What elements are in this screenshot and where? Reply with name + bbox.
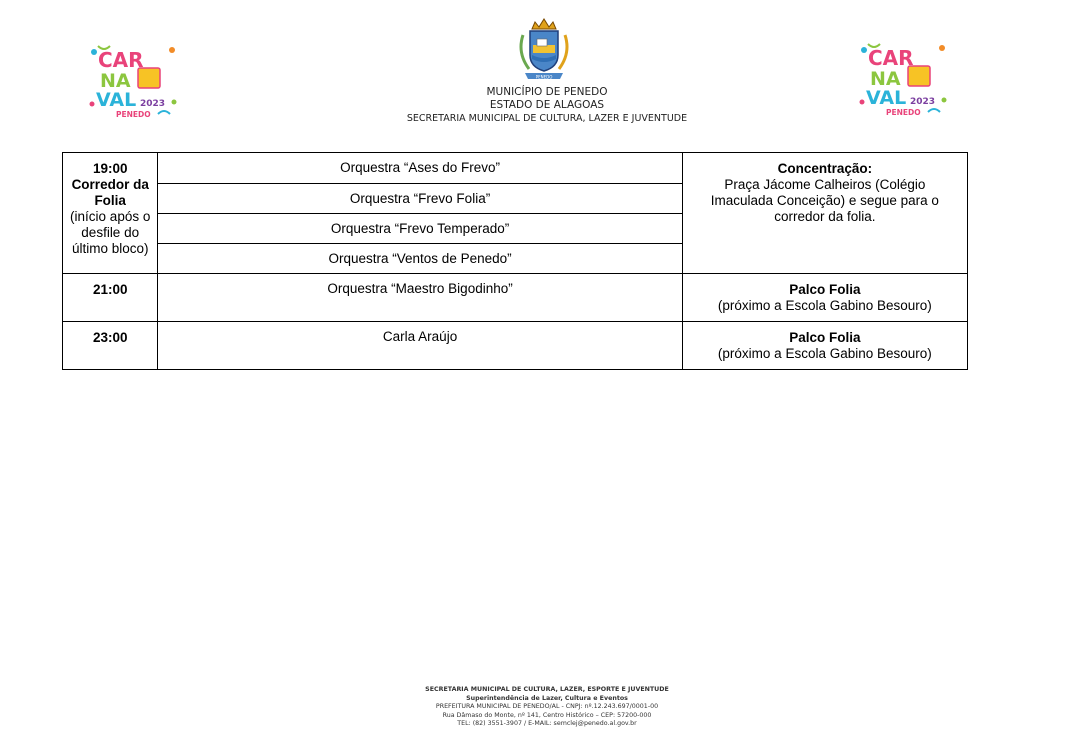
location-title: Palco Folia [789, 282, 861, 297]
carnaval-word-3: VAL [96, 89, 137, 111]
act-name: Orquestra “Frevo Folia” [349, 191, 491, 206]
footer-secretariat: SECRETARIA MUNICIPAL DE CULTURA, LAZER, ESPORTE E JUVENTUDE [425, 686, 669, 693]
footer-address: Rua Dâmaso do Monte, nº 141, Centro Histórico – CEP: 57200-000 [442, 711, 652, 719]
document-footer [0, 686, 1068, 729]
carnaval-city: PENEDO [116, 110, 151, 119]
time-cell [63, 274, 158, 322]
location-title: Concentração: [777, 161, 873, 176]
footer-contact: TEL: (82) 3551-3907 / E-MAIL: semclej@penedo.al.gov.br [457, 720, 637, 727]
act-cell [158, 244, 682, 274]
carnaval-word-2: NA [870, 68, 901, 90]
time-note: (início após o desfile do último bloco) [70, 209, 151, 256]
act-cell [158, 322, 682, 370]
act-name: Orquestra “Ases do Frevo” [340, 160, 500, 175]
header-municipality: MUNICÍPIO DE PENEDO [486, 86, 608, 98]
location-detail: (próximo a Escola Gabino Besouro) [717, 298, 932, 313]
act-cell [158, 184, 682, 214]
footer-superintendence: Superintendência de Lazer, Cultura e Eventos [466, 694, 628, 702]
location-title: Palco Folia [789, 330, 861, 345]
document-header [0, 86, 1068, 125]
carnaval-year: 2023 [140, 99, 166, 109]
header-state: ESTADO DE ALAGOAS [489, 99, 605, 111]
carnaval-city: PENEDO [886, 108, 921, 117]
municipal-crest [517, 15, 571, 83]
act-name: Orquestra “Frevo Temperado” [330, 221, 510, 236]
table-row [63, 153, 968, 184]
schedule-table [62, 152, 968, 370]
act-name: Carla Araújo [382, 329, 458, 344]
carnaval-word-1: CAR [98, 48, 144, 72]
crest-ribbon-text: PENEDO [535, 74, 553, 80]
time-value: 19:00 [92, 161, 128, 176]
time-value: 21:00 [92, 282, 128, 297]
time-title: Corredor da Folia [71, 177, 149, 208]
time-cell [63, 322, 158, 370]
table-row [63, 274, 968, 322]
time-cell [63, 153, 158, 274]
location-cell [682, 153, 967, 274]
act-cell [158, 153, 682, 184]
header-secretariat: SECRETARIA MUNICIPAL DE CULTURA, LAZER E JUVENTUDE [406, 113, 688, 124]
carnaval-year: 2023 [910, 97, 936, 107]
time-value: 23:00 [92, 330, 128, 345]
location-cell [682, 274, 967, 322]
location-detail: Praça Jácome Calheiros (Colégio Imaculada Conceição) e segue para o corredor da folia. [710, 177, 939, 224]
footer-cnpj: PREFEITURA MUNICIPAL DE PENEDO/AL - CNPJ: nº.12.243.697/0001-00 [435, 703, 659, 710]
act-cell [158, 214, 682, 244]
location-detail: (próximo a Escola Gabino Besouro) [717, 346, 932, 361]
carnaval-word-2: NA [100, 70, 131, 92]
carnaval-word-1: CAR [868, 46, 914, 70]
table-row [63, 322, 968, 370]
act-name: Orquestra “Ventos de Penedo” [328, 251, 512, 266]
location-cell [682, 322, 967, 370]
act-cell [158, 274, 682, 322]
carnaval-word-3: VAL [866, 87, 907, 109]
act-name: Orquestra “Maestro Bigodinho” [327, 281, 513, 296]
